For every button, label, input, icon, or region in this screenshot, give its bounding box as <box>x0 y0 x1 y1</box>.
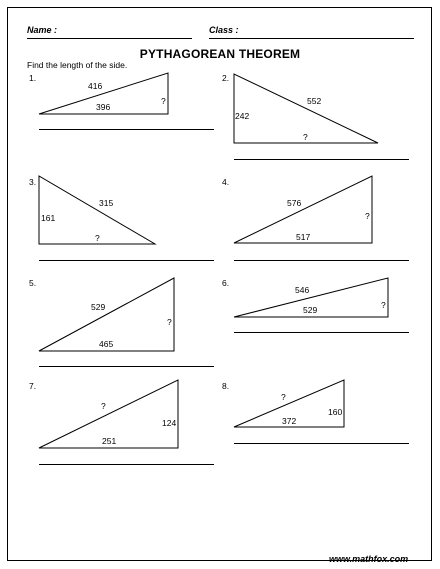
footer-website: www.mathfox.com <box>329 554 409 564</box>
side-label: 372 <box>282 416 297 426</box>
problem-number: 5. <box>29 278 37 288</box>
side-label: 416 <box>88 81 103 91</box>
side-label: 251 <box>102 436 117 446</box>
unknown-side-label: ? <box>167 317 172 327</box>
answer-line <box>39 366 214 367</box>
side-label: 161 <box>41 213 56 223</box>
answer-line <box>39 464 214 465</box>
side-label: 552 <box>307 96 322 106</box>
unknown-side-label: ? <box>381 300 386 310</box>
problem-number: 4. <box>222 177 230 187</box>
unknown-side-label: ? <box>365 211 370 221</box>
unknown-side-label: ? <box>161 96 166 106</box>
problem-number: 2. <box>222 73 230 83</box>
answer-line <box>234 443 409 444</box>
side-label: 576 <box>287 198 302 208</box>
unknown-side-label: ? <box>101 401 106 411</box>
side-label: 160 <box>328 407 343 417</box>
answer-line <box>39 129 214 130</box>
answer-line <box>39 260 214 261</box>
unknown-side-label: ? <box>95 233 100 243</box>
problem-number: 1. <box>29 73 37 83</box>
problem-number: 6. <box>222 278 230 288</box>
instructions: Find the length of the side. <box>27 60 128 70</box>
side-label: 315 <box>99 198 114 208</box>
side-label: 529 <box>91 302 106 312</box>
answer-line <box>234 260 409 261</box>
problem-number: 8. <box>222 381 230 391</box>
side-label: 465 <box>99 339 114 349</box>
problem-number: 3. <box>29 177 37 187</box>
side-label: 546 <box>295 285 310 295</box>
side-label: 124 <box>162 418 177 428</box>
name-label: Name : <box>27 25 58 35</box>
unknown-side-label: ? <box>303 132 308 142</box>
answer-line <box>234 159 409 160</box>
side-label: 517 <box>296 232 311 242</box>
class-label: Class : <box>209 25 239 35</box>
worksheet-title: PYTHAGOREAN THEOREM <box>139 47 301 61</box>
side-label: 529 <box>303 305 318 315</box>
side-label: 242 <box>235 111 250 121</box>
problem-number: 7. <box>29 381 37 391</box>
side-label: 396 <box>96 102 111 112</box>
answer-line <box>234 332 409 333</box>
unknown-side-label: ? <box>281 392 286 402</box>
